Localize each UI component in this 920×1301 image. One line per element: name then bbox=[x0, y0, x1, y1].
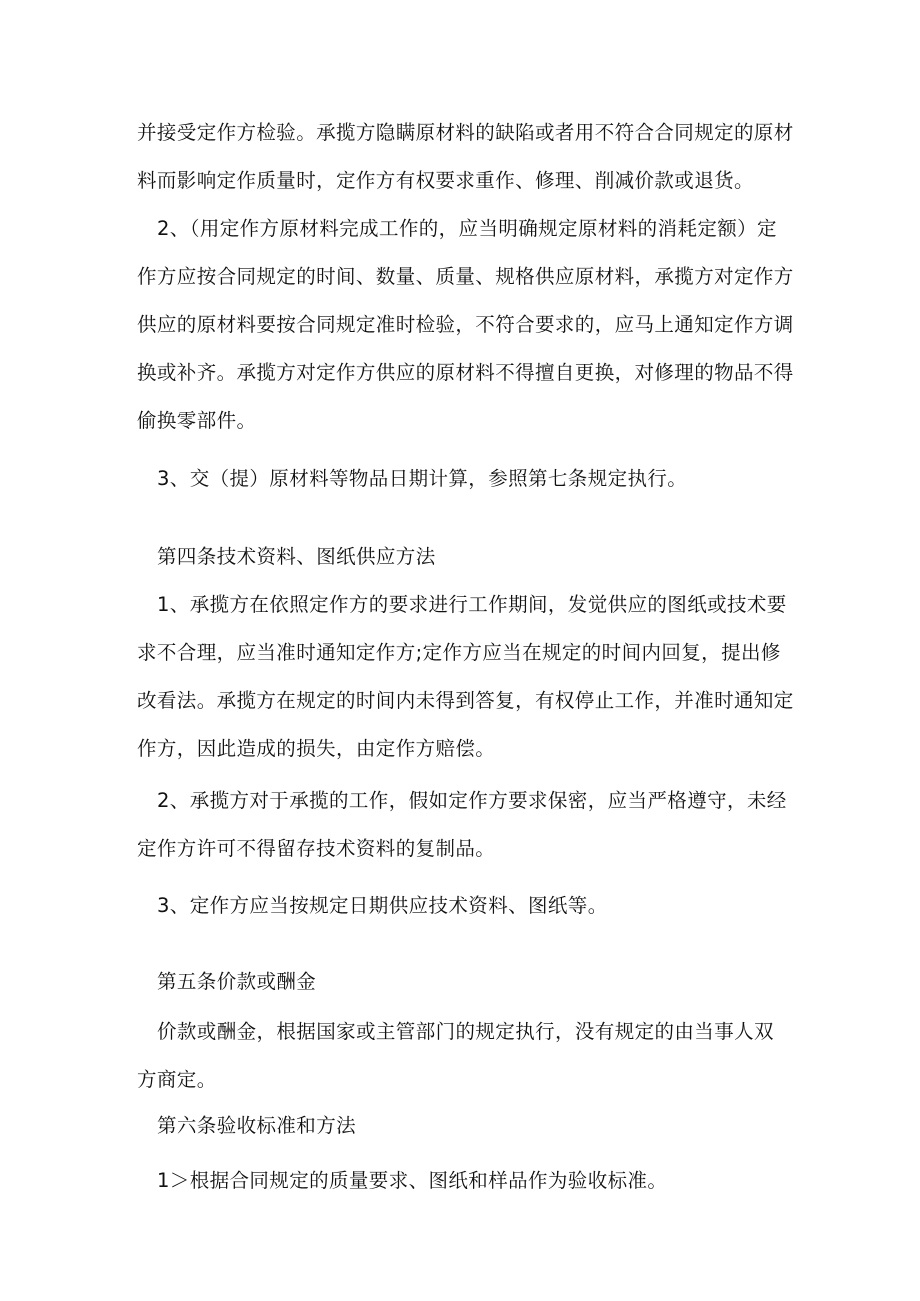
text-line: 作方应按合同规定的时间、数量、质量、规格供应原材料，承揽方对定作方 bbox=[137, 265, 794, 288]
text-line: 料而影响定作质量时，定作方有权要求重作、修理、削减价款或退货。 bbox=[137, 169, 754, 192]
text-line: 1、承揽方在依照定作方的要求进行工作期间，发觉供应的图纸或技术要 bbox=[157, 593, 787, 616]
text-line: 换或补齐。承揽方对定作方供应的原材料不得擅自更换，对修理的物品不得 bbox=[137, 361, 794, 384]
heading-text: 第六条验收标准和方法 bbox=[157, 1114, 357, 1137]
text-line: 求不合理，应当准时通知定作方;定作方应当在规定的时间内回复，提出修 bbox=[137, 641, 781, 664]
heading-text: 第四条技术资料、图纸供应方法 bbox=[157, 545, 436, 568]
text-line: 2、（用定作方原材料完成工作的，应当明确规定原材料的消耗定额）定 bbox=[157, 217, 777, 240]
text-line: 定作方许可不得留存技术资料的复制品。 bbox=[137, 837, 496, 860]
text-line: 3、定作方应当按规定日期供应技术资料、图纸等。 bbox=[157, 894, 608, 917]
text-line: 改看法。承揽方在规定的时间内未得到答复，有权停止工作，并准时通知定 bbox=[137, 689, 794, 712]
heading-text: 第五条价款或酬金 bbox=[157, 970, 317, 993]
text-line: 价款或酬金，根据国家或主管部门的规定执行，没有规定的由当事人双 bbox=[157, 1020, 774, 1043]
text-line: 并接受定作方检验。承揽方隐瞒原材料的缺陷或者用不符合合同规定的原材 bbox=[137, 121, 794, 144]
text-line: 2、承揽方对于承揽的工作，假如定作方要求保密，应当严格遵守，未经 bbox=[157, 789, 787, 812]
text-line: 供应的原材料要按合同规定准时检验，不符合要求的，应马上通知定作方调 bbox=[137, 313, 794, 336]
text-line: 1＞根据合同规定的质量要求、图纸和样品作为验收标准。 bbox=[157, 1169, 668, 1192]
text-line: 3、交（提）原材料等物品日期计算，参照第七条规定执行。 bbox=[157, 467, 688, 490]
text-line: 方商定。 bbox=[137, 1068, 217, 1091]
text-line: 偷换零部件。 bbox=[137, 409, 257, 432]
text-line: 作方，因此造成的损失，由定作方赔偿。 bbox=[137, 737, 496, 760]
